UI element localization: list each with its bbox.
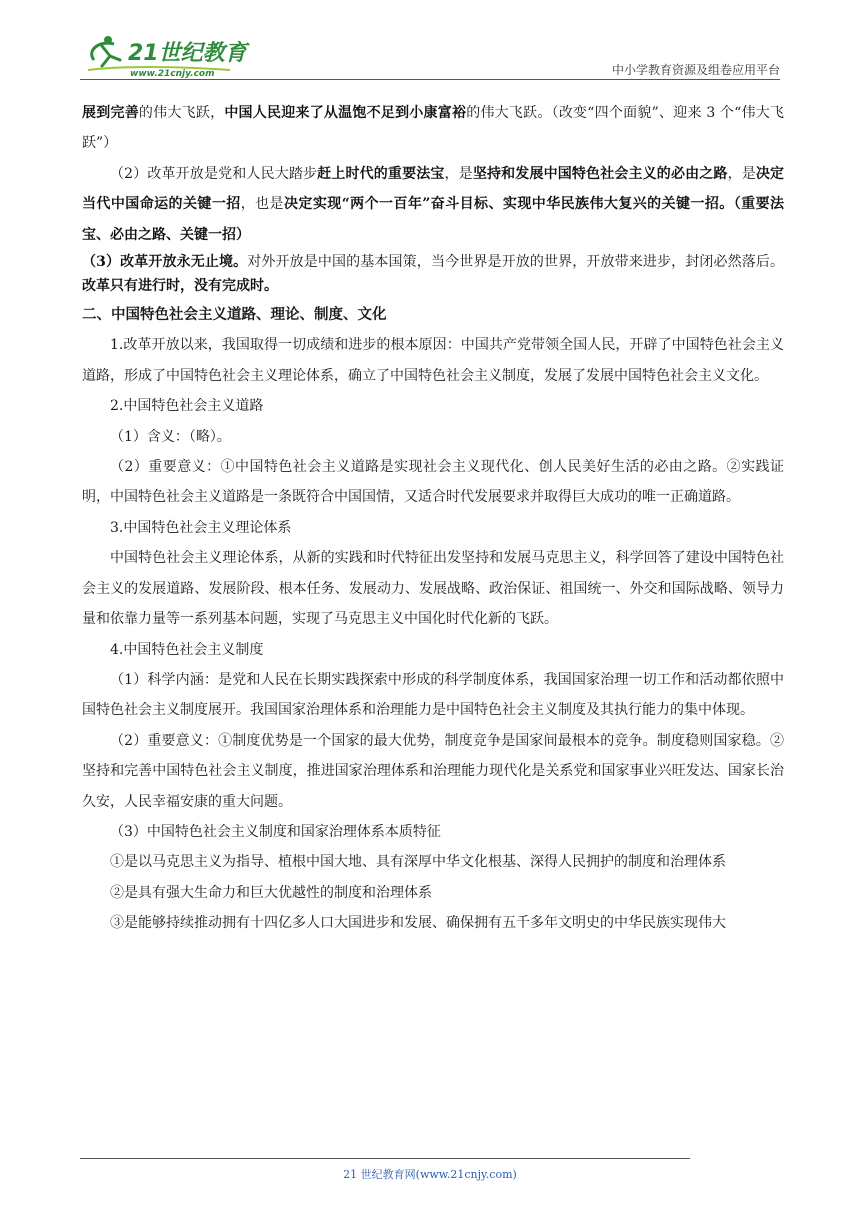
list-item: ③是能够持续推动拥有十四亿多人口大国进步和发展、确保拥有五千多年文明史的中华民族实现伟大 — [110, 915, 726, 932]
brand-logo — [80, 30, 250, 78]
document-body — [82, 98, 784, 939]
page-header — [80, 30, 780, 80]
footer-divider — [80, 1158, 690, 1159]
heading-system-features: （3）中国特色社会主义制度和国家治理体系本质特征 — [110, 823, 441, 840]
paragraph-road-importance: （2）重要意义：①中国特色社会主义道路是实现社会主义现代化、创人民美好生活的必由之路。②实践证明，中国特色社会主义道路是一条既符合中国国情，又适合时代发展要求并取得巨大成功的唯一正确道路。 — [82, 459, 784, 506]
paragraph-root-cause: 1.改革开放以来，我国取得一切成绩和进步的根本原因：中国共产党带领全国人民，开辟了中国特色社会主义道路，形成了中国特色社会主义理论体系，确立了中国特色社会主义制度，发展了发展中国特色社会主义文化。 — [82, 337, 784, 384]
header-divider — [80, 79, 780, 80]
heading-system: 4.中国特色社会主义制度 — [110, 641, 264, 658]
footer-text: 21 世纪教育网(www.21cnjy.com) — [343, 1168, 517, 1181]
paragraph-system-importance: （2）重要意义：①制度优势是一个国家的最大优势，制度竞争是国家间最根本的竞争。制度稳则国家稳。②坚持和完善中国特色社会主义制度，推进国家治理体系和治理能力现代化是关系党和国家事业兴旺发达、国家长治久安，人民幸福安康的重大问题。 — [82, 732, 784, 810]
heading-theory: 3.中国特色社会主义理论体系 — [110, 519, 292, 536]
paragraph-theory: 中国特色社会主义理论体系，从新的实践和时代特征出发坚持和发展马克思主义，科学回答了建设中国特色社会主义的发展道路、发展阶段、根本任务、发展动力、发展战略、政治保证、祖国统一、外交和国际战略、领导力量和依靠力量等一系列基本问题，实现了马克思主义中国化时代化新的飞跃。 — [82, 550, 784, 628]
list-item: ①是以马克思主义为指导、植根中国大地、具有深厚中华文化根基、深得人民拥护的制度和治理体系 — [110, 854, 726, 871]
section-title: 二、中国特色社会主义道路、理论、制度、文化 — [82, 307, 387, 324]
heading-road: 2.中国特色社会主义道路 — [110, 398, 264, 415]
list-item: ②是具有强大生命力和巨大优越性的制度和治理体系 — [110, 884, 432, 901]
paragraph-reform-endless: （3）改革开放永无止境。对外开放是中国的基本国策，当今世界是开放的世界，开放带来进步，封闭必然落后。改革只有进行时，没有完成时。 — [82, 254, 784, 295]
paragraph-road-meaning: （1）含义：（略）。 — [110, 428, 231, 445]
logo-url: www.21cnjy.com — [130, 69, 215, 78]
paragraph-reform-importance: （2）改革开放是党和人民大踏步赶上时代的重要法宝，是坚持和发展中国特色社会主义的必由之路，是决定当代中国命运的关键一招，也是决定实现“两个一百年”奋斗目标、实现中华民族伟大复兴的关键一招。（重要法宝、必由之路、关键一招） — [82, 165, 785, 243]
paragraph-system-connotation: （1）科学内涵：是党和人民在长期实践探索中形成的科学制度体系，我国国家治理一切工作和活动都依照中国特色社会主义制度展开。我国国家治理体系和治理能力是中国特色社会主义制度及其执行能力的集中体现。 — [82, 671, 784, 719]
platform-name: 中小学教育资源及组卷应用平台 — [611, 63, 780, 77]
logo-text: 21世纪教育 — [128, 41, 247, 66]
paragraph-leaps: 展到完善的伟大飞跃，中国人民迎来了从温饱不足到小康富裕的伟大飞跃。（改变“四个面貌”、迎来 3 个“伟大飞跃”） — [82, 105, 785, 152]
